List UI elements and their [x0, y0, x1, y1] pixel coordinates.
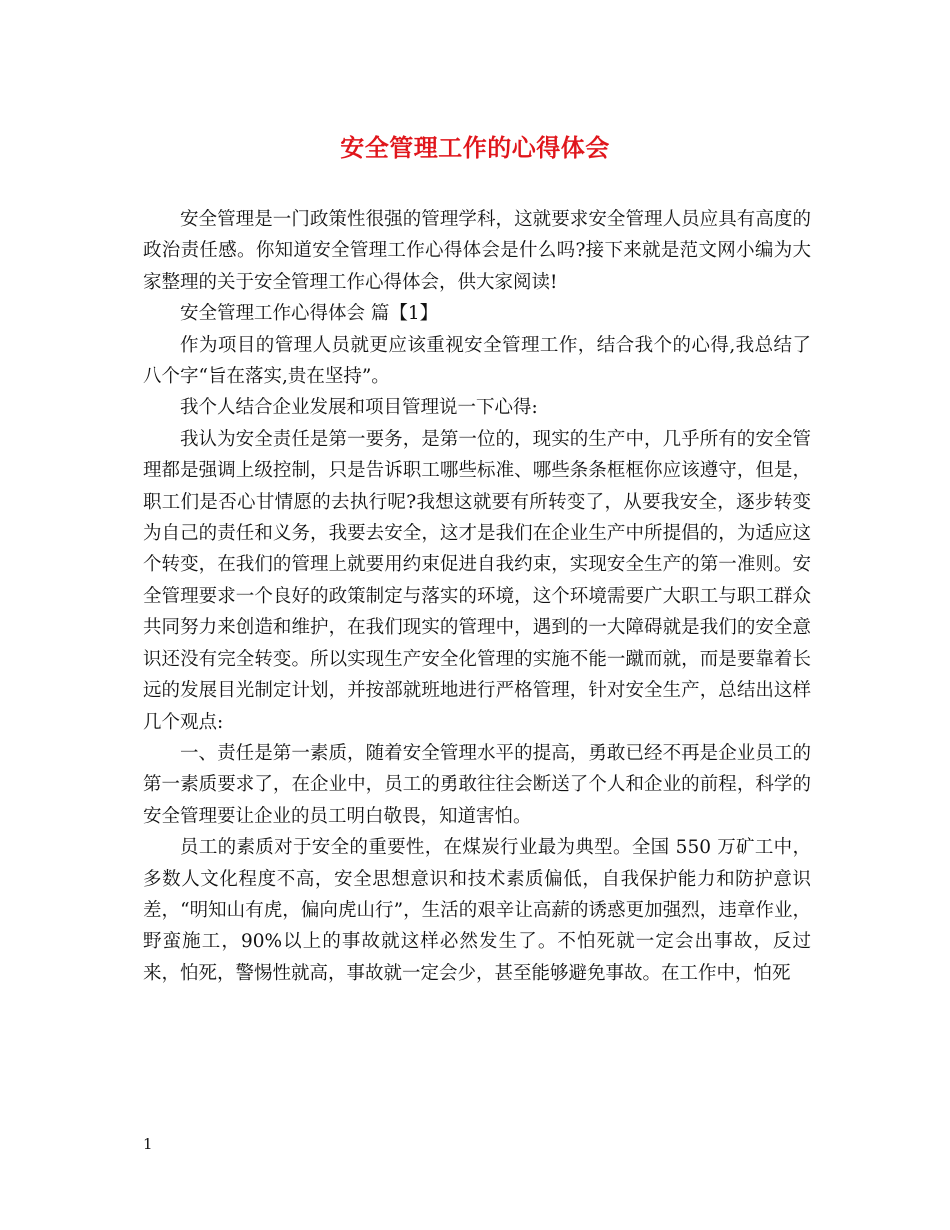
- paragraph: 员工的素质对于安全的重要性，在煤炭行业最为典型。全国 550 万矿工中，多数人文化程度不高，安全思想意识和技术素质偏低，自我保护能力和防护意识差，“明知山有虎，偏向虎山行”，生活的艰辛让高薪的诱惑更加强烈，违章作业，野蛮施工，90%以上的事故就这样必然发生了。不怕死就一定会出事故，反过来，怕死，警惕性就高，事故就一定会少，甚至能够避免事故。在工作中，怕死: [143, 837, 811, 984]
- paragraph: 一、责任是第一素质，随着安全管理水平的提高，勇敢已经不再是企业员工的第一素质要求了，在企业中，员工的勇敢往往会断送了个人和企业的前程，科学的安全管理要让企业的员工明白敬畏，知道害怕。: [143, 742, 811, 827]
- paragraph: 我认为安全责任是第一要务，是第一位的，现实的生产中，几乎所有的安全管理都是强调上级控制，只是告诉职工哪些标准、哪些条条框框你应该遵守，但是，职工们是否心甘情愿的去执行呢?我想这就要有所转变了，从要我安全，逐步转变为自己的责任和义务，我要去安全，这才是我们在企业生产中所提倡的，为适应这个转变，在我们的管理上就要用约束促进自我约束，实现安全生产的第一准则。安全管理要求一个良好的政策制定与落实的环境，这个环境需要广大职工与职工群众共同努力来创造和维护，在我们现实的管理中，遇到的一大障碍就是我们的安全意识还没有完全转变。所以实现生产安全化管理的实施不能一蹴而就，而是要靠着长远的发展目光制定计划，并按部就班地进行严格管理，针对安全生产，总结出这样几个观点:: [143, 428, 811, 733]
- paragraph: 我个人结合企业发展和项目管理说一下心得:: [180, 397, 538, 419]
- page-number: 1: [143, 1135, 153, 1153]
- paragraph: 作为项目的管理人员就更应该重视安全管理工作，结合我个的心得,我总结了八个字“旨在落实,贵在坚持”。: [143, 334, 811, 388]
- document-body: [143, 204, 811, 989]
- section-heading: 安全管理工作心得体会 篇【1】: [180, 303, 439, 325]
- document-title: 安全管理工作的心得体会: [340, 133, 610, 162]
- paragraph-intro: 安全管理是一门政策性很强的管理学科，这就要求安全管理人员应具有高度的政治责任感。你知道安全管理工作心得体会是什么吗?接下来就是范文网小编为大家整理的关于安全管理工作心得体会，供大家阅读!: [143, 209, 811, 293]
